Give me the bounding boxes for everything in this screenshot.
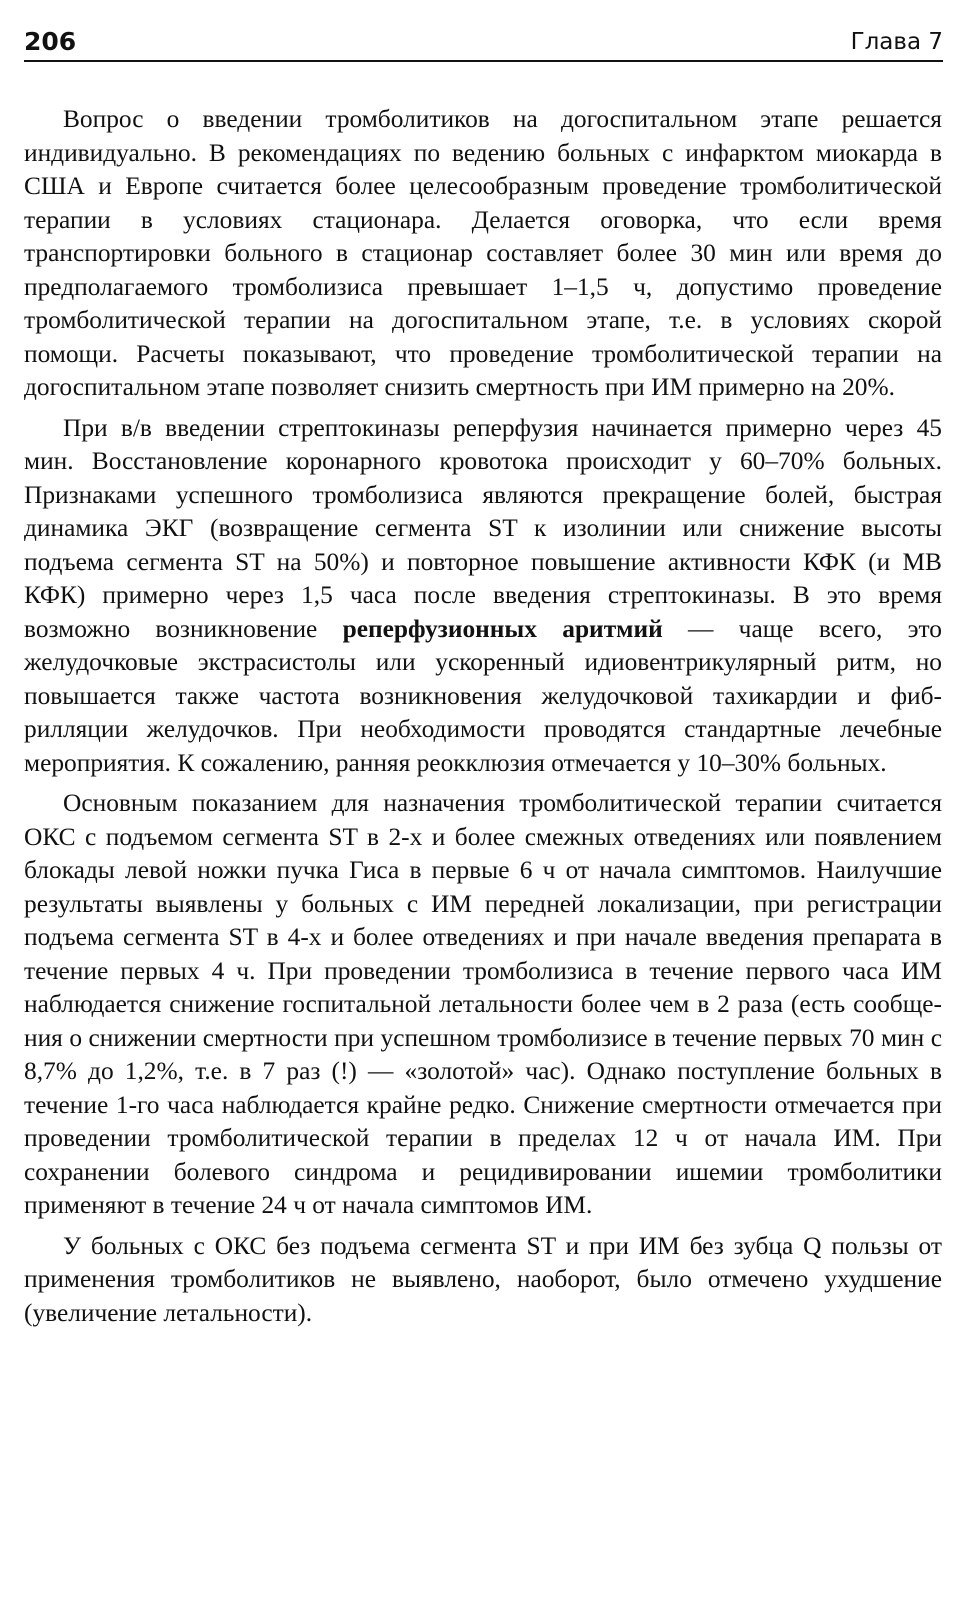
chapter-label: Глава 7 [850, 29, 943, 55]
running-header [24, 24, 943, 62]
paragraph-streptokinase-reperfusion [24, 412, 942, 781]
paragraph-text-after-emphasis: — чаще всего, это желудочковые экстрасистолы или ускоренный идиовентрикулярный ритм, но повышается также частота возникновения желудочковой тахикардии и фибрилляции желудочков. При необходимости проводятся стандартные лечебные мероприятия. К сожалению, ранняя реокклюзия отмечается у 10–30% больных. [24, 614, 942, 777]
paragraph-no-st-elevation: У больных с ОКС без подъема сегмента ST и при ИМ без зубца Q пользы от применения тромболитиков не выявлено, наоборот, было отмечено ухудшение (увеличение летальности). [24, 1231, 942, 1327]
body-text [24, 103, 942, 1337]
term-reperfusion-arrhythmias: реперфузионных аритмий [342, 614, 663, 643]
paragraph-thrombolysis-prehospital: Вопрос о введении тромболитиков на догоспитальном этапе решается индивидуально. В рекомендациях по ведению больных с инфарктом миокарда в США и Европе считается более целесообразным проведение тромболитической терапии в условиях стационара. Делается оговорка, что если время транспортировки больного в стационар составляет более 30 мин или время до предполагаемого тромболизиса превышает 1–1,5 ч, допустимо проведение тромболитической терапии на догоспитальном этапе, т.е. в условиях скорой помощи. Расчеты показывают, что проведение тромболитической терапии на догоспитальном этапе позволяет снизить смертность при ИМ примерно на 20%. [24, 105, 942, 401]
page-number: 206 [24, 27, 77, 56]
paragraph-indications: Основным показанием для назначения тромболитической терапии считается ОКС с подъемом сегмента ST в 2-х и более смежных отведениях или появлением блокады левой ножки пучка Гиса в первые 6 ч от начала симптомов. Наилучшие результаты выявлены у больных с ИМ передней локализации, при регистрации подъема сегмента ST в 4-х и более отведениях и при начале введения препарата в течение первых 4 ч. При проведении тромболизиса в течение первого часа ИМ наблюдается снижение госпитальной летальности более чем в 2 раза (есть сообщения о снижении смертности при успешном тромболизисе в течение первых 70 мин с 8,7% до 1,2%, т.е. в 7 раз (!) — «золотой» час). Однако поступление больных в течение 1-го часа наблюдается крайне редко. Снижение смертности отмечается при проведении тромболитической терапии в пределах 12 ч от начала ИМ. При сохранении болевого синдрома и рецидивировании ишемии тромболитики применяют в течение 24 ч от начала симптомов ИМ. [24, 789, 942, 1219]
paragraph-text-before-emphasis: При в/в введении стрептокиназы реперфузия начинается примерно через 45 мин. Восстановление коронарного кровотока происходит у 60–70% больных. Признаками успешного тромболизиса являются прекращение болей, быстрая динамика ЭКГ (возвращение сегмента ST к изолинии или снижение высоты подъема сегмента ST на 50%) и повторное повышение активности КФК (и МВ КФК) примерно через 1,5 часа после введения стрептокиназы. В это время возможно возникновение [24, 413, 942, 643]
